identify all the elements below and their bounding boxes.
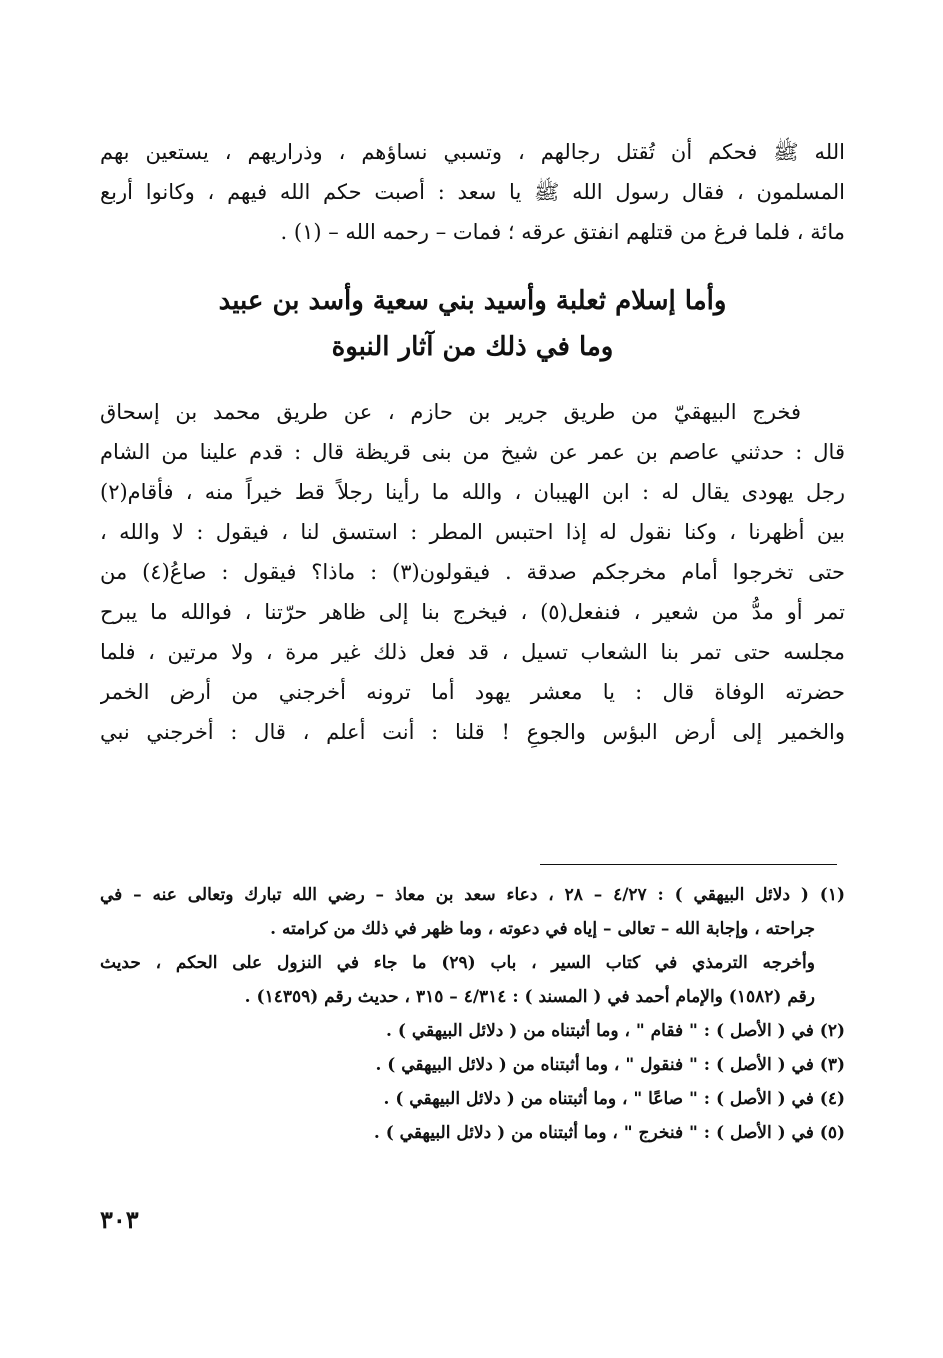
section-heading-line-1: وأما إسلام ثعلبة وأسيد بني سعية وأسد بن عبيد [218,286,727,316]
footnote-1-line-2: جراحته ، وإجابة الله – تعالى – إياه في دعوته ، وما ظهر في ذلك من كرامته . [270,919,815,939]
intro-line-1: الله ﷺ فحكم أن تُقتل رجالهم ، وتسبي نساؤهم ، وذراريهم ، يستعين بهم [100,140,845,164]
main-line-2: قال : حدثني عاصم بن عمر عن شيخ من بنى قريظة قال : قدم علينا من الشام [100,440,845,464]
footnote-1-line-3: وأخرجه الترمذي في كتاب السير ، باب (٢٩) ما جاء في النزول على الحكم ، حديث [100,953,815,973]
footnote-5: (٥) في ( الأصل ) : " فنخرج " ، وما أثبتناه من ( دلائل البيهقي ) . [373,1123,845,1143]
footnote-2: (٢) في ( الأصل ) : " فقام " ، وما أثبتناه من ( دلائل البيهقي ) . [386,1021,845,1041]
footnote-4: (٤) في ( الأصل ) : " صاعًا " ، وما أثبتناه من ( دلائل البيهقي ) . [383,1089,845,1109]
section-heading [100,278,845,370]
footnotes [100,878,845,1150]
main-line-3: رجل يهودى يقال له : ابن الهيبان ، والله ما رأينا رجلاً قط خيراً منه ، فأقام(٢) [100,480,845,504]
intro-paragraph [100,132,845,252]
main-line-1: فخرج البيهقيّ من طريق جرير بن حازم ، عن طريق محمد بن إسحاق [100,400,801,424]
main-line-8: حضرته الوفاة قال : يا معشر يهود أما ترونه أخرجني من أرض الخمر [100,680,845,704]
main-paragraph [100,392,845,752]
intro-line-3: مائة ، فلما فرغ من قتلهم انفتق عرقه ؛ فمات – رحمه الله – (١) . [280,220,845,244]
main-line-5: حتى تخرجوا أمام مخرجكم صدقة . فيقولون(٣) : ماذا؟ فيقول : صاعُ(٤) من [100,560,845,584]
footnote-3: (٣) في ( الأصل ) : " فنقول " ، وما أثبتناه من ( دلائل البيهقي ) . [375,1055,845,1075]
main-line-4: بين أظهرنا ، وكنا نقول له إذا احتبس المطر : استسق لنا ، فيقول : لا والله ، [100,520,845,544]
footnote-1-line-1: (١) ( دلائل البيهقي ) : ٤/٢٧ – ٢٨ ، دعاء سعد بن معاذ – رضي الله تبارك وتعالى عنه – في [100,885,845,905]
intro-line-2: المسلمون ، فقال رسول الله ﷺ يا سعد : أصبت حكم الله فيهم ، وكانوا أربع [100,180,845,204]
main-line-9: والخمير إلى أرض البؤس والجوعِ ! قلنا : أنت أعلم ، قال : أخرجني نبي [100,720,845,744]
page-number: ٣٠٣ [100,1205,139,1234]
footnote-separator [540,864,837,865]
footnote-1-line-4: رقم (١٥٨٢) والإمام أحمد في ( المسند ) : ٤/٣١٤ – ٣١٥ ، حديث رقم (١٤٣٥٩) . [244,987,815,1007]
main-line-6: تمر أو مدُّ من شعير ، فنفعل(٥) ، فيخرج بنا إلى ظاهر حرّتنا ، فوالله ما يبرح [100,600,845,624]
main-line-7: مجلسه حتى تمر بنا الشعاب تسيل ، قد فعل ذلك غير مرة ، ولا مرتين ، فلما [100,640,845,664]
section-heading-line-2: وما في ذلك من آثار النبوة [331,332,614,362]
